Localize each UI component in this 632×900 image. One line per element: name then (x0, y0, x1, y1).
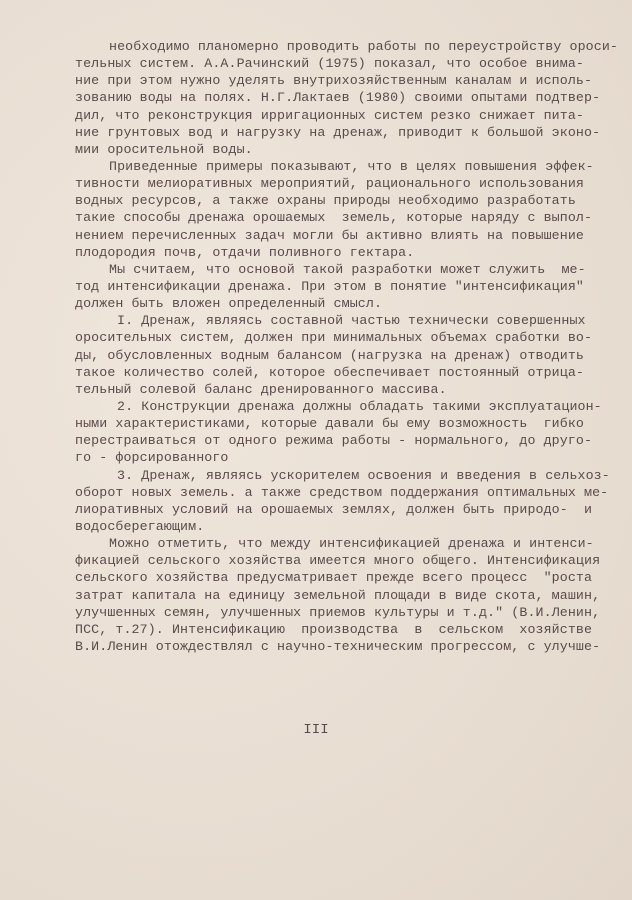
text-line: фикацией сельского хозяйства имеется много общего. Интенсификация (75, 553, 601, 569)
text-line: I. Дренаж, являясь составной частью технически совершенных (117, 313, 586, 329)
text-line: Можно отметить, что между интенсификацией дренажа и интенси- (109, 536, 594, 552)
text-line: лиоративных условий на орошаемых землях, должен быть природо- и (75, 501, 593, 517)
text-line: тод интенсификации дренажа. При этом в понятие "интенсификация" (75, 278, 585, 294)
text-line: такие способы дренажа орошаемых земель, которые наряду с выпол- (75, 210, 593, 226)
text-line: нением перечисленных задач могли бы активно влиять на повышение (75, 227, 585, 243)
numbered-paragraph (75, 398, 605, 467)
paragraph (75, 261, 605, 312)
text-line: должен быть вложен определенный смысл. (75, 296, 383, 312)
paragraph (75, 38, 619, 158)
text-line: тельный солевой баланс дренированного массива. (75, 381, 447, 397)
text-line: Мы считаем, что основой такой разработки может служить ме- (109, 261, 586, 277)
text-line: улучшенных семян, улучшенных приемов культуры и т.д." (В.И.Ленин, (75, 604, 601, 620)
text-line: ды, обусловленных водным балансом (нагрузка на дренаж) отводить (75, 347, 585, 363)
text-line: затрат капитала на единицу земельной площади в виде скота, машин, (75, 587, 601, 603)
text-line: тельных систем. А.А.Рачинский (1975) показал, что особое внима- (75, 56, 585, 72)
numbered-paragraph (75, 467, 610, 536)
text-line: оборот новых земель. а также средством поддержания оптимальных ме- (75, 484, 609, 500)
text-line: водосберегающим. (75, 518, 205, 534)
text-line: 2. Конструкции дренажа должны обладать такими эксплуатацион- (117, 398, 602, 414)
text-line: водных ресурсов, а также охраны природы необходимо разработать (75, 193, 576, 209)
text-line: дил, что реконструкция ирригационных систем резко снижает пита- (75, 107, 585, 123)
text-line: зованию воды на полях. Н.Г.Лактаев (1980) своими опытами подтвер- (75, 90, 601, 106)
text-line: 3. Дренаж, являясь ускорителем освоения и введения в сельхоз- (117, 467, 610, 483)
text-line: тивности мелиоративных мероприятий, рационального использования (75, 176, 585, 192)
numbered-paragraph (75, 312, 605, 398)
text-line: В.И.Ленин отождествлял с научно-техническим прогрессом, с улучше- (75, 638, 601, 654)
text-line: го - форсированного (75, 450, 229, 466)
text-line: необходимо планомерно проводить работы по переустройству ороси- (109, 39, 619, 54)
document-body (75, 38, 619, 655)
text-line: мии оросительной воды. (75, 141, 253, 157)
text-line: сельского хозяйства предусматривает прежде всего процесс "роста (75, 570, 593, 586)
text-line: ние грунтовых вод и нагрузку на дренаж, приводит к большой эконо- (75, 124, 601, 140)
paragraph (75, 158, 605, 261)
page-number: III (303, 722, 329, 738)
text-line: плодородия почв, отдачи поливного гектара. (75, 244, 415, 260)
text-line: ние при этом нужно уделять внутрихозяйственным каналам и исполь- (75, 73, 593, 89)
text-line: ными характеристиками, которые давали бы ему возможность гибко (75, 416, 585, 432)
text-line: перестраиваться от одного режима работы - нормального, до друго- (75, 433, 593, 449)
text-line: ПСС, т.27). Интенсификацию производства в сельском хозяйстве (75, 621, 593, 637)
text-line: оросительных систем, должен при минимальных объемах сработки во- (75, 330, 593, 346)
text-line: Приведенные примеры показывают, что в целях повышения эффек- (109, 158, 594, 174)
text-line: такое количество солей, которое обеспечивает постоянный отрица- (75, 364, 585, 380)
paragraph (75, 535, 605, 655)
